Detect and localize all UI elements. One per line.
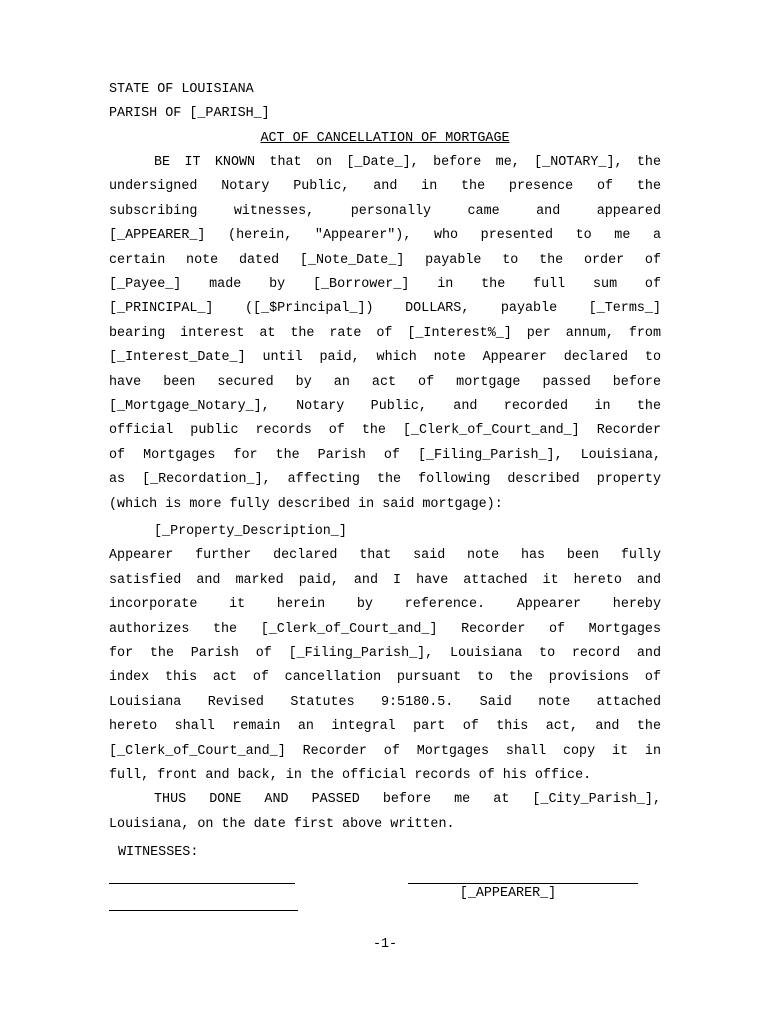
- paragraph1-line: [_APPEARER_] (herein, "Appearer"), who presented to me a: [109, 228, 661, 243]
- paragraph3-line: Louisiana, on the date first above written.: [109, 817, 455, 832]
- paragraph1-line: official public records of the [_Clerk_of_Court_and_] Recorder: [109, 423, 661, 438]
- paragraph2-line: satisfied and marked paid, and I have attached it hereto and: [109, 573, 661, 588]
- paragraph1-line: have been secured by an act of mortgage passed before: [109, 375, 661, 390]
- state-heading: STATE OF LOUISIANA: [109, 82, 254, 97]
- paragraph1-line: BE IT KNOWN that on [_Date_], before me, [_NOTARY_], the: [154, 155, 661, 170]
- paragraph1-line: [_PRINCIPAL_] ([_$Principal_]) DOLLARS, payable [_Terms_]: [109, 301, 661, 316]
- property-description: [_Property_Description_]: [154, 524, 347, 539]
- witness-signature-line-2: [109, 910, 298, 911]
- paragraph2-line: incorporate it herein by reference. Appearer hereby: [109, 597, 661, 612]
- paragraph3-line: THUS DONE AND PASSED before me at [_City_Parish_],: [154, 792, 661, 807]
- paragraph1-line: [_Interest_Date_] until paid, which note Appearer declared to: [109, 350, 661, 365]
- paragraph1-line: as [_Recordation_], affecting the following described property: [109, 472, 661, 487]
- paragraph1-line: undersigned Notary Public, and in the presence of the: [109, 179, 661, 194]
- paragraph2-line: hereto shall remain an integral part of this act, and the: [109, 719, 661, 734]
- paragraph2-line: Appearer further declared that said note has been fully: [109, 548, 661, 563]
- paragraph2-line: for the Parish of [_Filing_Parish_], Louisiana to record and: [109, 646, 661, 661]
- document-title: ACT OF CANCELLATION OF MORTGAGE: [260, 131, 510, 146]
- appearer-signature-line: [408, 883, 638, 884]
- paragraph1-line: bearing interest at the rate of [_Interest%_] per annum, from: [109, 326, 661, 341]
- paragraph1-line: [_Payee_] made by [_Borrower_] in the full sum of: [109, 277, 661, 292]
- paragraph1-line: (which is more fully described in said mortgage):: [109, 497, 503, 512]
- paragraph2-line: Louisiana Revised Statutes 9:5180.5. Said note attached: [109, 695, 661, 710]
- paragraph2-line: [_Clerk_of_Court_and_] Recorder of Mortgages shall copy it in: [109, 744, 661, 759]
- paragraph2-line: authorizes the [_Clerk_of_Court_and_] Recorder of Mortgages: [109, 622, 661, 637]
- witness-signature-line-1: [109, 883, 295, 884]
- paragraph1-line: of Mortgages for the Parish of [_Filing_Parish_], Louisiana,: [109, 448, 661, 463]
- paragraph1-line: subscribing witnesses, personally came and appeared: [109, 204, 661, 219]
- appearer-signature-label: [_APPEARER_]: [459, 886, 557, 901]
- parish-heading: PARISH OF [_PARISH_]: [109, 106, 270, 121]
- page-number: -1-: [372, 937, 398, 952]
- paragraph1-line: certain note dated [_Note_Date_] payable to the order of: [109, 253, 661, 268]
- paragraph2-line: full, front and back, in the official records of his office.: [109, 768, 592, 783]
- paragraph1-line: [_Mortgage_Notary_], Notary Public, and recorded in the: [109, 399, 661, 414]
- witnesses-label: WITNESSES:: [118, 845, 199, 860]
- paragraph2-line: index this act of cancellation pursuant to the provisions of: [109, 670, 661, 685]
